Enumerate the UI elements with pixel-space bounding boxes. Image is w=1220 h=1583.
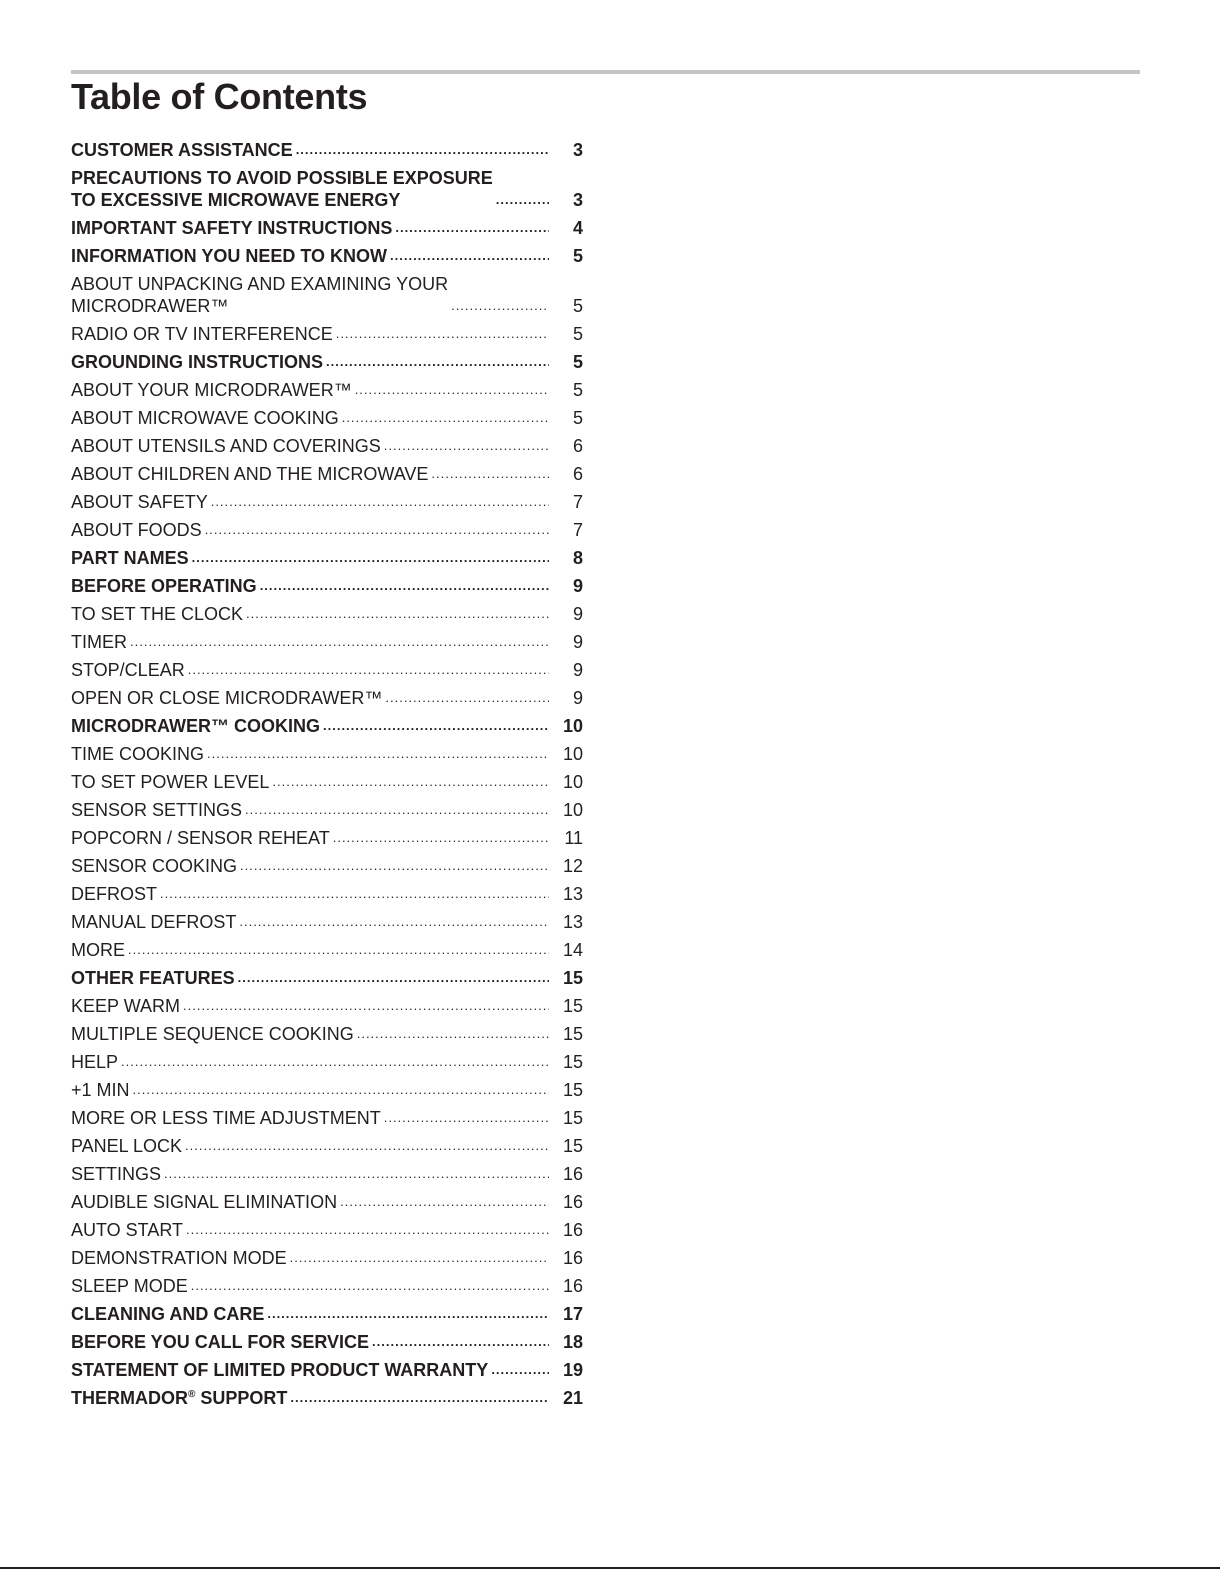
- toc-entry[interactable]: [71, 432, 583, 460]
- dot-leader: [239, 911, 549, 933]
- dot-leader: [384, 1107, 549, 1129]
- toc-entry-page-number: 5: [572, 324, 583, 344]
- toc-entry-title: OPEN OR CLOSE MICRODRAWER™: [71, 688, 383, 708]
- toc-entry-title: MICRODRAWER™ COOKING: [71, 716, 320, 736]
- toc-entry-page-number: 9: [572, 660, 583, 680]
- toc-entry-title: AUDIBLE SIGNAL ELIMINATION: [71, 1192, 338, 1212]
- dot-leader: [272, 771, 549, 793]
- toc-entry-title: ABOUT MICROWAVE COOKING: [71, 408, 339, 428]
- dot-leader: [185, 1135, 549, 1157]
- toc-entry[interactable]: [71, 1188, 583, 1216]
- dot-leader: [496, 189, 549, 211]
- toc-entry-page-number: 9: [572, 604, 583, 624]
- dot-leader: [191, 1275, 549, 1297]
- toc-entry-page-number: 10: [562, 772, 583, 792]
- toc-entry[interactable]: [71, 572, 583, 600]
- toc-entry[interactable]: [71, 824, 583, 852]
- toc-entry[interactable]: [71, 1216, 583, 1244]
- toc-entry-title: MORE: [71, 940, 125, 960]
- toc-entry-title: [71, 1387, 287, 1409]
- toc-entry-title: AUTO START: [71, 1220, 184, 1240]
- footer-rule: [0, 1567, 1220, 1569]
- toc-entry[interactable]: [71, 214, 583, 242]
- toc-entry-title: TO SET THE CLOCK: [71, 604, 244, 624]
- toc-entry-title: IMPORTANT SAFETY INSTRUCTIONS: [71, 218, 393, 238]
- toc-entry-title-rest: SUPPORT: [195, 1388, 288, 1408]
- toc-entry-page-number: 4: [572, 218, 583, 238]
- toc-entry-page-number: 7: [572, 520, 583, 540]
- toc-entry[interactable]: [71, 242, 583, 270]
- toc-entry-title: MULTIPLE SEQUENCE COOKING: [71, 1024, 354, 1044]
- top-rule: [71, 70, 1140, 74]
- toc-entry-page-number: 13: [562, 912, 583, 932]
- toc-entry-page-number: 5: [572, 380, 583, 400]
- toc-entry-title: PANEL LOCK: [71, 1136, 183, 1156]
- toc-entry-title: BEFORE YOU CALL FOR SERVICE: [71, 1332, 370, 1352]
- dot-leader: [160, 883, 549, 905]
- toc-entry[interactable]: [71, 1104, 583, 1132]
- dot-leader: [326, 351, 549, 373]
- toc-entry-title: INFORMATION YOU NEED TO KNOW: [71, 246, 388, 266]
- toc-entry[interactable]: [71, 1356, 583, 1384]
- toc-entry[interactable]: [71, 992, 583, 1020]
- dot-leader: [133, 1079, 549, 1101]
- toc-entry-page-number: 16: [562, 1276, 583, 1296]
- dot-leader: [372, 1331, 549, 1353]
- dot-leader: [192, 547, 549, 569]
- dot-leader: [164, 1163, 549, 1185]
- dot-leader: [267, 1303, 549, 1325]
- toc-entry-title: TIMER: [71, 632, 127, 652]
- registered-mark: ®: [188, 1389, 196, 1400]
- toc-entry-page-number: 16: [562, 1164, 583, 1184]
- toc-entry-title: DEFROST: [71, 884, 158, 904]
- toc-entry[interactable]: [71, 1328, 583, 1356]
- dot-leader: [357, 1023, 549, 1045]
- toc-entry[interactable]: [71, 1048, 583, 1076]
- toc-entry-title: PART NAMES: [71, 548, 189, 568]
- toc-entry[interactable]: [71, 1272, 583, 1300]
- table-of-contents: [71, 136, 583, 1412]
- toc-entry-page-number: 10: [562, 716, 583, 736]
- toc-entry[interactable]: [71, 270, 583, 320]
- toc-entry[interactable]: [71, 460, 583, 488]
- dot-leader: [290, 1387, 549, 1409]
- toc-entry-title: ABOUT CHILDREN AND THE MICROWAVE: [71, 464, 429, 484]
- toc-entry[interactable]: [71, 880, 583, 908]
- toc-entry[interactable]: [71, 1160, 583, 1188]
- toc-entry-page-number: 5: [572, 246, 583, 266]
- toc-entry[interactable]: [71, 1300, 583, 1328]
- toc-entry[interactable]: [71, 136, 583, 164]
- toc-entry-page-number: 18: [562, 1332, 583, 1352]
- toc-entry[interactable]: [71, 544, 583, 572]
- toc-entry-title-line2: TO EXCESSIVE MICROWAVE ENERGY: [71, 190, 401, 210]
- page-title: Table of Contents: [71, 76, 368, 117]
- toc-entry-title: RADIO OR TV INTERFERENCE: [71, 324, 333, 344]
- toc-entry-title: [71, 167, 493, 211]
- toc-entry[interactable]: [71, 320, 583, 348]
- dot-leader: [340, 1191, 549, 1213]
- toc-entry[interactable]: [71, 908, 583, 936]
- dot-leader: [186, 1219, 549, 1241]
- dot-leader: [290, 1247, 549, 1269]
- toc-entry-page-number: 11: [564, 828, 583, 848]
- toc-entry-title-line1: ABOUT UNPACKING AND EXAMINING YOUR: [71, 274, 449, 294]
- toc-entry[interactable]: [71, 516, 583, 544]
- toc-entry[interactable]: [71, 404, 583, 432]
- toc-entry-page-number: 15: [562, 996, 583, 1016]
- toc-entry-title: POPCORN / SENSOR REHEAT: [71, 828, 330, 848]
- dot-leader: [205, 519, 549, 541]
- dot-leader: [188, 659, 549, 681]
- toc-entry[interactable]: [71, 684, 583, 712]
- toc-entry-page-number: 8: [572, 548, 583, 568]
- toc-entry-page-number: 15: [562, 1052, 583, 1072]
- dot-leader: [130, 631, 549, 653]
- toc-entry-title: SENSOR SETTINGS: [71, 800, 243, 820]
- dot-leader: [431, 463, 549, 485]
- toc-entry[interactable]: [71, 1076, 583, 1104]
- toc-entry-page-number: 16: [562, 1220, 583, 1240]
- toc-entry-title: +1 MIN: [71, 1080, 130, 1100]
- toc-entry-title: SENSOR COOKING: [71, 856, 238, 876]
- dot-leader: [238, 967, 549, 989]
- toc-entry-page-number: 5: [572, 352, 583, 372]
- toc-entry[interactable]: [71, 1384, 583, 1412]
- toc-entry-page-number: 3: [572, 190, 583, 210]
- toc-entry[interactable]: [71, 348, 583, 376]
- toc-entry[interactable]: [71, 852, 583, 880]
- toc-entry-title-line2: MICRODRAWER™: [71, 296, 229, 316]
- toc-entry-page-number: 10: [562, 800, 583, 820]
- dot-leader: [121, 1051, 549, 1073]
- toc-entry-page-number: 16: [562, 1192, 583, 1212]
- toc-entry[interactable]: [71, 376, 583, 404]
- dot-leader: [355, 379, 549, 401]
- toc-entry-page-number: 16: [562, 1248, 583, 1268]
- dot-leader: [395, 217, 549, 239]
- dot-leader: [260, 575, 549, 597]
- toc-entry-page-number: 5: [572, 296, 583, 316]
- dot-leader: [451, 295, 549, 317]
- toc-entry-title: HELP: [71, 1052, 119, 1072]
- toc-entry-title: ABOUT YOUR MICRODRAWER™: [71, 380, 352, 400]
- toc-entry-title: MANUAL DEFROST: [71, 912, 237, 932]
- toc-entry[interactable]: [71, 1132, 583, 1160]
- toc-entry-title: ABOUT FOODS: [71, 520, 202, 540]
- toc-entry[interactable]: [71, 1244, 583, 1272]
- toc-entry[interactable]: [71, 712, 583, 740]
- toc-entry-title: GROUNDING INSTRUCTIONS: [71, 352, 323, 372]
- toc-entry-title: TO SET POWER LEVEL: [71, 772, 270, 792]
- toc-entry-page-number: 6: [572, 436, 583, 456]
- toc-entry[interactable]: [71, 628, 583, 656]
- dot-leader: [333, 827, 549, 849]
- toc-entry[interactable]: [71, 936, 583, 964]
- toc-entry-page-number: 19: [562, 1360, 583, 1380]
- toc-entry[interactable]: [71, 1020, 583, 1048]
- toc-entry-page-number: 14: [562, 940, 583, 960]
- toc-entry-title: STOP/CLEAR: [71, 660, 185, 680]
- toc-entry-page-number: 3: [572, 140, 583, 160]
- toc-entry-page-number: 9: [572, 632, 583, 652]
- toc-entry-page-number: 9: [572, 688, 583, 708]
- toc-entry-page-number: 15: [562, 1136, 583, 1156]
- dot-leader: [240, 855, 549, 877]
- dot-leader: [491, 1359, 549, 1381]
- toc-entry-page-number: 21: [562, 1388, 583, 1408]
- toc-entry-page-number: 12: [562, 856, 583, 876]
- toc-entry[interactable]: [71, 768, 583, 796]
- toc-entry[interactable]: [71, 164, 583, 214]
- dot-leader: [390, 245, 549, 267]
- toc-entry-page-number: 15: [562, 1108, 583, 1128]
- toc-entry-page-number: 7: [572, 492, 583, 512]
- toc-entry-title: STATEMENT OF LIMITED PRODUCT WARRANTY: [71, 1360, 489, 1380]
- toc-entry-title: BEFORE OPERATING: [71, 576, 257, 596]
- dot-leader: [211, 491, 549, 513]
- toc-entry[interactable]: [71, 740, 583, 768]
- dot-leader: [183, 995, 549, 1017]
- dot-leader: [246, 603, 549, 625]
- toc-entry-page-number: 5: [572, 408, 583, 428]
- toc-entry-page-number: 9: [572, 576, 583, 596]
- dot-leader: [336, 323, 549, 345]
- dot-leader: [384, 435, 549, 457]
- toc-entry-page-number: 10: [562, 744, 583, 764]
- dot-leader: [323, 715, 549, 737]
- toc-entry-page-number: 17: [562, 1304, 583, 1324]
- toc-entry[interactable]: [71, 488, 583, 516]
- dot-leader: [296, 139, 549, 161]
- toc-entry-title: CUSTOMER ASSISTANCE: [71, 140, 293, 160]
- toc-entry-title: DEMONSTRATION MODE: [71, 1248, 287, 1268]
- toc-entry[interactable]: [71, 796, 583, 824]
- toc-entry[interactable]: [71, 656, 583, 684]
- dot-leader: [342, 407, 549, 429]
- toc-entry[interactable]: [71, 600, 583, 628]
- toc-entry[interactable]: [71, 964, 583, 992]
- toc-entry-page-number: 15: [562, 968, 583, 988]
- toc-entry-title: SETTINGS: [71, 1164, 162, 1184]
- toc-entry-title: CLEANING AND CARE: [71, 1304, 265, 1324]
- dot-leader: [128, 939, 549, 961]
- toc-entry-title: KEEP WARM: [71, 996, 181, 1016]
- toc-entry-page-number: 15: [562, 1080, 583, 1100]
- toc-entry-title: SLEEP MODE: [71, 1276, 188, 1296]
- toc-entry-title-main: THERMADOR: [71, 1388, 188, 1408]
- toc-entry-page-number: 13: [562, 884, 583, 904]
- toc-entry-page-number: 15: [562, 1024, 583, 1044]
- toc-entry-title: OTHER FEATURES: [71, 968, 235, 988]
- toc-entry-title-line1: PRECAUTIONS TO AVOID POSSIBLE EXPOSURE: [71, 168, 493, 188]
- toc-entry-title: ABOUT UTENSILS AND COVERINGS: [71, 436, 381, 456]
- toc-entry-page-number: 6: [572, 464, 583, 484]
- dot-leader: [385, 687, 549, 709]
- dot-leader: [245, 799, 549, 821]
- dot-leader: [207, 743, 549, 765]
- toc-entry-title: MORE OR LESS TIME ADJUSTMENT: [71, 1108, 381, 1128]
- toc-entry-title: TIME COOKING: [71, 744, 205, 764]
- toc-entry-title: [71, 273, 448, 317]
- toc-entry-title: ABOUT SAFETY: [71, 492, 208, 512]
